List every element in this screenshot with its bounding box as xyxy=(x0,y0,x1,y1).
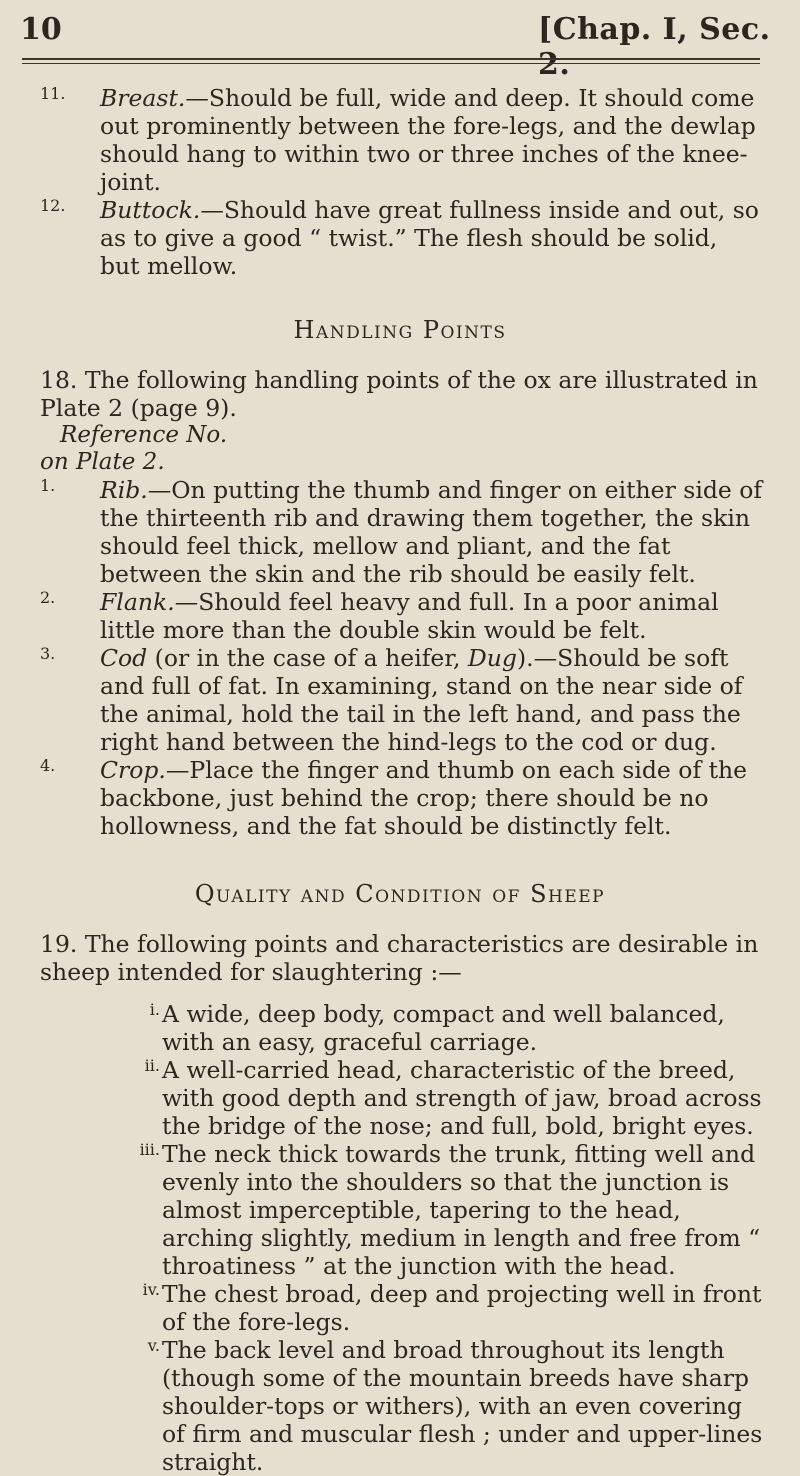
sheep-point: iv. The chest broad, deep and projecting well in front of the fore-legs. xyxy=(142,1280,762,1336)
reference-label: Reference No. xyxy=(60,422,228,448)
sheep-point: v. The back level and broad throughout its length (though some of the mountain breeds have sharp shoulder-tops or withers), with an even covering of firm and muscular flesh ; under and upper-lines straight. xyxy=(147,1336,763,1476)
sheep-point: ii. A well-carried head, characteristic of the breed, with good depth and strength of jaw, broad across the bridge of the nose; and full, bold, bright eyes. xyxy=(144,1056,762,1140)
page-number: 10 xyxy=(20,12,62,47)
paragraph-18: 18. The following handling points of the ox are illustrated in Plate 2 (page 9). xyxy=(40,366,758,422)
handling-item: 3. Cod (or in the case of a heifer, Dug).—Should be soft and full of fat. In examining, stand on the near side of the animal, hold the tail in the left hand, and pass the right hand between the hind-legs to the cod or dug. xyxy=(40,644,743,756)
section-heading-sheep: Quality and Condition of Sheep xyxy=(194,880,606,908)
header-rule-thin xyxy=(22,63,760,64)
point-term: Breast. xyxy=(100,84,186,112)
handling-item: 1. Rib.—On putting the thumb and finger on either side of the thirteenth rib and drawing them together, the skin should feel thick, mellow and pliant, and the fat between the skin and the rib should be easily felt. xyxy=(40,476,763,588)
point-term: Buttock. xyxy=(100,196,201,224)
reference-label-2: on Plate 2. xyxy=(40,449,165,475)
page-body xyxy=(0,84,800,1476)
running-head: [Chap. I, Sec. 2. xyxy=(538,12,771,82)
header-rule xyxy=(22,58,760,60)
point-item: 11. Breast.—Should be full, wide and deep. It should come out prominently between the fore-legs, and the dewlap should hang to within two or three inches of the knee-joint. xyxy=(40,84,756,196)
page-header xyxy=(0,12,800,82)
paragraph-19: 19. The following points and characteristics are desirable in sheep intended for slaughtering :— xyxy=(40,930,759,986)
sheep-point: i. A wide, deep body, compact and well balanced, with an easy, graceful carriage. xyxy=(149,1000,725,1056)
point-item: 12. Buttock.—Should have great fullness inside and out, so as to give a good “ twist.” The flesh should be solid, but mellow. xyxy=(40,196,759,280)
handling-item: 2. Flank.—Should feel heavy and full. In a poor animal little more than the double skin would be felt. xyxy=(40,588,719,644)
handling-item: 4. Crop.—Place the finger and thumb on each side of the backbone, just behind the crop; there should be no hollowness, and the fat should be distinctly felt. xyxy=(40,756,748,840)
sheep-point: iii. The neck thick towards the trunk, fitting well and evenly into the shoulders so that the junction is almost imperceptible, tapering to the head, arching slightly, medium in length and free from “ throatiness ” at the junction with the head. xyxy=(139,1140,761,1280)
section-heading-handling: Handling Points xyxy=(293,316,507,344)
